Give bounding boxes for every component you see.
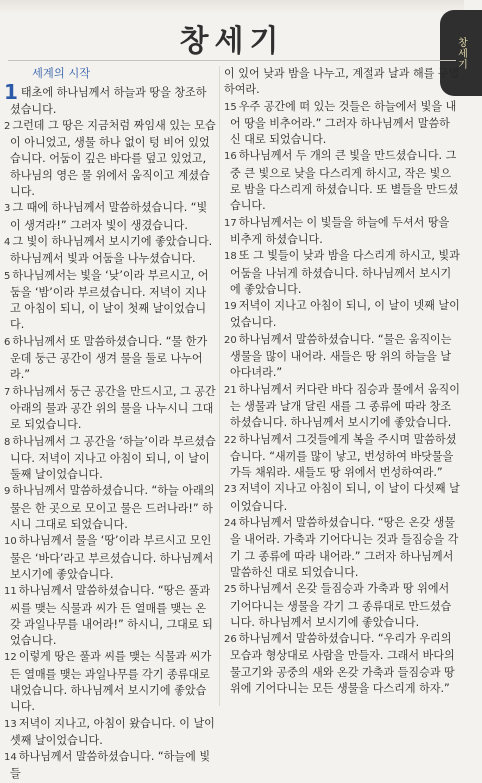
column-gutter (219, 66, 220, 706)
verse-text: 하나님께서 말씀하셨습니다. “하늘 아래의 물은 한 곳으로 모이고 물은 드러나라!” 하시니 그대로 되었습니다. (10, 484, 215, 532)
verse-number: 14 (4, 752, 17, 764)
verse-number: 8 (4, 436, 11, 448)
verse (224, 332, 460, 382)
verse (224, 581, 460, 631)
verse-text: 태초에 하나님께서 하늘과 땅을 창조하셨습니다. (10, 86, 207, 116)
verse (224, 631, 460, 697)
verse-text: 하나님께서는 이 빛들을 하늘에 두셔서 땅을 비추게 하셨습니다. (230, 215, 450, 246)
verse-number: 2 (4, 120, 11, 132)
verse-text: 하나님께서 온갖 들짐승과 가축과 땅 위에서 기어다니는 생물을 각기 그 종류대로 만드셨습니다. 하나님께서 보시기에 좋았습니다. (230, 582, 452, 629)
verse (4, 716, 216, 750)
verse-text: 하나님께서 그것들에게 복을 주시며 말씀하셨습니다. “새끼를 많이 낳고, 번성하여 바닷물을 가득 채워라. 새들도 땅 위에서 번성하여라.” (230, 432, 457, 480)
verse (224, 248, 460, 298)
verse-number: 10 (4, 536, 17, 548)
verse-number: 3 (4, 203, 11, 215)
verse (224, 481, 460, 515)
verse (4, 200, 216, 234)
verse (4, 583, 216, 649)
verse-number: 16 (224, 151, 237, 163)
verse-text: 그 빛이 하나님께서 보시기에 좋았습니다. 하나님께서 빛과 어둠을 나누셨습니다. (10, 234, 213, 266)
verse-number: 20 (224, 334, 237, 346)
verse (224, 298, 460, 332)
verse (224, 99, 460, 149)
title-divider (8, 60, 456, 61)
verse-text: 하나님께서 말씀하셨습니다. “물은 움직이는 생물을 많이 내어라. 새들은 땅 위의 하늘을 날아다녀라.” (230, 332, 452, 380)
verse (4, 533, 216, 583)
verse-continuation: 이 있어 낮과 밤을 나누고, 계절과 날과 해를 구별하여라. (224, 67, 460, 97)
verse-text: 그런데 그 땅은 지금처럼 짜임새 있는 모습이 아니었고, 생물 하나 없이 텅 비어 있었습니다. 어둠이 깊은 바다를 덮고 있었고, 하나님의 영은 물 위에서 움직이고 계셨습니다. (10, 118, 216, 199)
verse-text: 하나님께서 말씀하셨습니다. “땅은 풀과 씨를 맺는 식물과 씨가 든 열매를 맺는 온갖 과일나무를 내어라!” 하시니, 그대로 되었습니다. (10, 584, 213, 648)
verse-text: 하나님께서는 빛을 ‘낮’이라 부르시고, 어둠을 ‘밤’이라 부르셨습니다. 저녁이 지나고 아침이 되니, 이 날이 첫째 날이었습니다. (10, 268, 209, 332)
verse-number: 23 (224, 484, 237, 496)
verse-number: 11 (4, 586, 17, 598)
verse (4, 234, 216, 268)
verse-number: 5 (4, 270, 11, 282)
verse-text: 저녁이 지나고 아침이 되니, 이 날이 다섯째 날이었습니다. (230, 482, 460, 513)
verse-text: 하나님께서 그 공간을 ‘하늘’이라 부르셨습니다. 저녁이 지나고 아침이 되니, 이 날이 둘째 날이었습니다. (10, 434, 216, 482)
verse-number: 12 (4, 652, 17, 664)
book-title: 창세기 (179, 24, 285, 59)
verse-text: 하나님께서 말씀하셨습니다. “하늘에 빛들 (10, 750, 211, 781)
verse (4, 334, 216, 384)
verse (4, 80, 216, 118)
left-column (4, 66, 216, 781)
verse (4, 649, 216, 715)
verse (4, 749, 216, 783)
verse (224, 215, 460, 249)
verse-number: 25 (224, 584, 237, 596)
verse-text: 하나님께서 두 개의 큰 빛을 만드셨습니다. 그 중 큰 빛으로 낮을 다스리게 하시고, 작은 빛으로 밤을 다스리게 하셨습니다. 또 별들을 만드셨습니다. (230, 149, 459, 213)
verse-number: 9 (4, 486, 11, 498)
left-verses (4, 80, 216, 782)
verse-number: 1 (4, 80, 18, 105)
verse (4, 434, 216, 484)
verse (224, 382, 460, 432)
verse-number: 17 (224, 217, 237, 229)
verse (224, 515, 460, 581)
verse-text: 이렇게 땅은 풀과 씨를 맺는 식물과 씨가 든 열매를 맺는 과일나무를 각기 종류대로 내었습니다. 하나님께서 보시기에 좋았습니다. (10, 650, 212, 714)
verse (4, 483, 216, 533)
verse-text: 하나님께서 또 말씀하셨습니다. “물 한가운데 둥근 공간이 생겨 물을 둘로 나누어라.” (10, 334, 208, 382)
right-column (224, 66, 460, 712)
verse (4, 118, 216, 200)
verse-number: 13 (4, 718, 17, 730)
verse (4, 268, 216, 334)
verse-number: 21 (224, 384, 237, 396)
right-verses (224, 99, 460, 698)
verse-text: 저녁이 지나고, 아침이 왔습니다. 이 날이 셋째 날이었습니다. (10, 716, 215, 747)
verse-number: 19 (224, 301, 237, 313)
verse-text: 그 때에 하나님께서 말씀하셨습니다. “빛이 생겨라!” 그러자 빛이 생겼습니다. (10, 201, 208, 232)
verse-number: 22 (224, 434, 237, 446)
verse (224, 432, 460, 482)
verse (224, 148, 460, 214)
verse-text: 저녁이 지나고 아침이 되니, 이 날이 넷째 날이었습니다. (230, 299, 460, 330)
verse-text: 우주 공간에 떠 있는 것들은 하늘에서 빛을 내어 땅을 비추어라.” 그러자 하나님께서 말씀하신 대로 되었습니다. (230, 99, 457, 147)
verse-text: 하나님께서 말씀하셨습니다. “우리가 우리의 모습과 형상대로 사람을 만들자. 그래서 바다의 물고기와 공중의 새와 온갖 가축과 들짐승과 땅 위에 기어다니는 모든 생물을 다스리게 하자.” (230, 632, 455, 695)
verse-number: 15 (224, 101, 237, 113)
verse-text: 또 그 빛들이 낮과 밤을 다스리게 하시고, 빛과 어둠을 나뉘게 하셨습니다. 하나님께서 보시기에 좋았습니다. (230, 249, 460, 296)
verse-number: 18 (224, 251, 237, 263)
verse-number: 26 (224, 634, 237, 646)
verse-number: 4 (4, 236, 11, 248)
bleed-through-strip (0, 0, 464, 14)
verse-text: 하나님께서 커다란 바다 짐승과 물에서 움직이는 생물과 날개 달린 새를 그 종류에 따라 창조하셨습니다. 하나님께서 보시기에 좋았습니다. (230, 382, 460, 430)
verse-number: 7 (4, 386, 11, 398)
section-heading: 세계의 시작 (32, 67, 91, 80)
verse-text: 하나님께서 물을 ‘땅’이라 부르시고 모인 물은 ‘바다’라고 부르셨습니다. 하나님께서 보시기에 좋았습니다. (10, 534, 214, 581)
verse-number: 6 (4, 336, 11, 348)
verse-text: 하나님께서 말씀하셨습니다. “땅은 온갖 생물을 내어라. 가축과 기어다니는 것과 들짐승을 각기 그 종류에 따라 내어라.” 그러자 하나님께서 말씀하신 대로 되었습니다. (230, 516, 459, 579)
verse-text: 하나님께서 둥근 공간을 만드시고, 그 공간 아래의 물과 공간 위의 물을 나누시니 그대로 되었습니다. (10, 384, 216, 432)
verse (4, 384, 216, 434)
verse-number: 24 (224, 518, 237, 530)
book-tab[interactable]: 창세기 (440, 10, 482, 96)
